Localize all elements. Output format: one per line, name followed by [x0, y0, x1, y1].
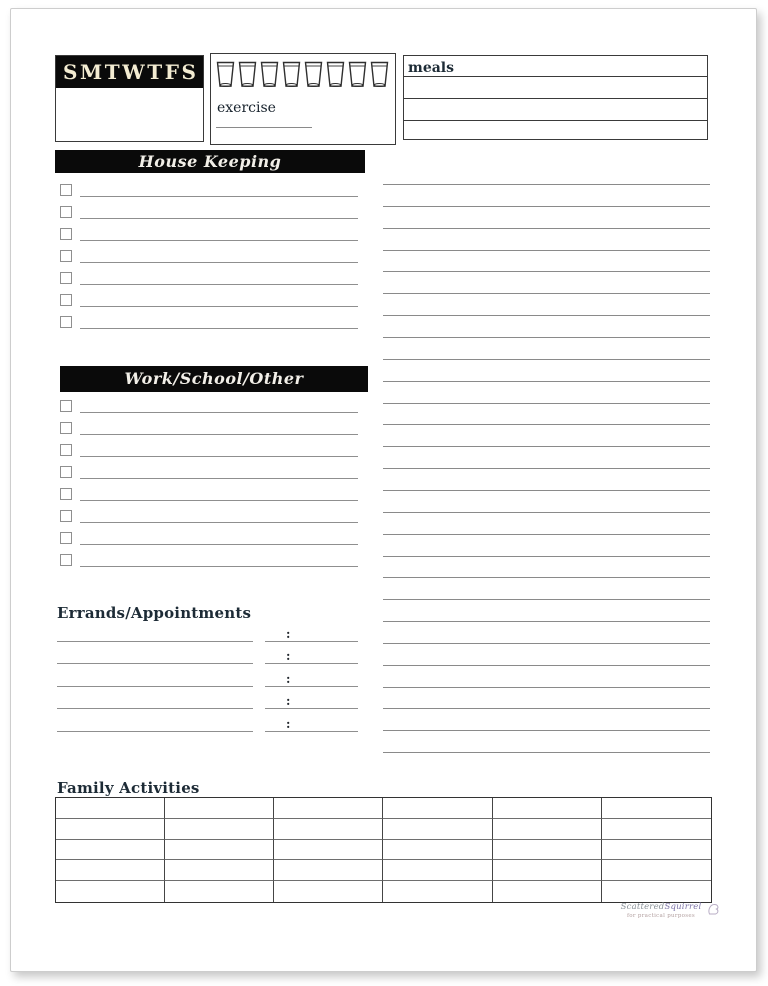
write-line	[80, 218, 358, 219]
work-school-other-title: Work/School/Other	[124, 369, 304, 388]
checkbox	[60, 272, 72, 284]
checkbox	[60, 554, 72, 566]
checklist-row	[55, 287, 358, 309]
logo-text	[616, 903, 706, 919]
family-table-cell	[493, 819, 602, 840]
water-glass-icon	[216, 61, 235, 88]
write-line	[80, 478, 358, 479]
note-line	[383, 490, 710, 491]
meals-label: meals	[408, 60, 454, 76]
housekeeping-title: House Keeping	[138, 151, 282, 171]
write-line	[80, 262, 358, 263]
water-glass-icon	[304, 61, 323, 88]
housekeeping-banner	[55, 150, 365, 173]
errand-time-line	[265, 708, 358, 709]
errand-time-line	[265, 641, 358, 642]
family-table-cell	[165, 860, 274, 881]
family-table-cell	[383, 881, 492, 902]
note-line	[383, 293, 710, 294]
water-glass-icon	[238, 61, 257, 88]
family-table-cell	[602, 881, 711, 902]
logo-name-part1: Scattered	[620, 902, 665, 912]
checkbox	[60, 294, 72, 306]
family-activities-table	[55, 797, 712, 903]
checklist-row	[55, 481, 358, 503]
time-colon: :	[286, 694, 291, 708]
errand-row	[57, 666, 358, 689]
week-tracker-box	[55, 55, 204, 142]
checklist-row	[55, 437, 358, 459]
water-glass-icon	[348, 61, 367, 88]
checkbox	[60, 444, 72, 456]
errands-appointments-title: Errands/Appointments	[57, 604, 252, 622]
work-school-other-checklist	[55, 393, 358, 569]
water-glass-icon	[326, 61, 345, 88]
errand-row	[57, 644, 358, 667]
note-line	[383, 228, 710, 229]
scattered-squirrel-logo	[616, 903, 720, 919]
logo-tagline: for practical purposes	[626, 912, 696, 919]
checklist-row	[55, 199, 358, 221]
note-line	[383, 424, 710, 425]
checklist-row	[55, 309, 358, 331]
note-line	[383, 403, 710, 404]
family-table-cell	[274, 819, 383, 840]
checklist-row	[55, 415, 358, 437]
family-table-cell	[165, 819, 274, 840]
family-table-cell	[56, 798, 165, 819]
write-line	[80, 566, 358, 567]
checkbox	[60, 400, 72, 412]
note-line	[383, 337, 710, 338]
housekeeping-checklist	[55, 177, 358, 331]
family-table-cell	[493, 881, 602, 902]
checklist-row	[55, 503, 358, 525]
checkbox	[60, 228, 72, 240]
exercise-label: exercise	[217, 100, 276, 116]
note-line	[383, 708, 710, 709]
meal-write-row	[404, 76, 707, 98]
note-line	[383, 599, 710, 600]
day-letter: T	[147, 60, 163, 84]
write-line	[80, 284, 358, 285]
water-exercise-box	[210, 53, 396, 145]
family-table-cell	[165, 840, 274, 861]
notes-lines-column	[383, 184, 710, 756]
note-line	[383, 752, 710, 753]
meal-write-row	[404, 98, 707, 120]
family-table-cell	[383, 860, 492, 881]
note-line	[383, 687, 710, 688]
logo-name	[616, 903, 706, 913]
family-table-cell	[383, 819, 492, 840]
checklist-row	[55, 393, 358, 415]
checklist-row	[55, 547, 358, 569]
week-days-header	[56, 56, 203, 88]
write-line	[80, 522, 358, 523]
day-letter: S	[63, 60, 78, 84]
day-letter: W	[122, 60, 145, 84]
note-line	[383, 359, 710, 360]
family-table-cell	[602, 840, 711, 861]
time-colon: :	[286, 716, 291, 731]
note-line	[383, 184, 710, 185]
write-line	[80, 196, 358, 197]
write-line	[80, 328, 358, 329]
checklist-row	[55, 221, 358, 243]
note-line	[383, 643, 710, 644]
family-table-cell	[602, 860, 711, 881]
family-table-cell	[274, 840, 383, 861]
logo-name-part2: Squirrel	[664, 902, 702, 912]
note-line	[383, 381, 710, 382]
checkbox	[60, 422, 72, 434]
family-table-cell	[56, 860, 165, 881]
family-table-cell	[383, 840, 492, 861]
water-glass-icon	[370, 61, 389, 88]
day-letter: T	[104, 60, 120, 84]
errand-time-line	[265, 686, 358, 687]
note-line	[383, 271, 710, 272]
time-colon: :	[286, 671, 291, 686]
checkbox	[60, 206, 72, 218]
time-colon: :	[286, 626, 291, 641]
write-line	[80, 240, 358, 241]
day-letter: F	[164, 60, 179, 84]
write-line	[80, 434, 358, 435]
family-activities-title: Family Activities	[57, 779, 200, 797]
family-table-cell	[165, 881, 274, 902]
write-line	[80, 412, 358, 413]
squirrel-icon	[707, 901, 720, 916]
checkbox	[60, 488, 72, 500]
note-line	[383, 534, 710, 535]
checklist-row	[55, 265, 358, 287]
errand-write-line	[57, 641, 253, 642]
family-table-cell	[56, 840, 165, 861]
errand-row	[57, 689, 358, 712]
errand-row	[57, 621, 358, 644]
family-table-cell	[56, 819, 165, 840]
meal-write-row	[404, 120, 707, 142]
checklist-row	[55, 459, 358, 481]
family-table-cell	[274, 798, 383, 819]
family-table-cell	[274, 881, 383, 902]
errands-appointments-list	[57, 621, 358, 734]
family-table-cell	[165, 798, 274, 819]
water-glass-icon	[282, 61, 301, 88]
family-table-cell	[602, 819, 711, 840]
meals-header-row	[404, 56, 707, 76]
family-table-cell	[56, 881, 165, 902]
errand-write-line	[57, 663, 253, 664]
family-table-cell	[274, 860, 383, 881]
note-line	[383, 556, 710, 557]
checklist-row	[55, 525, 358, 547]
family-table-cell	[383, 798, 492, 819]
errand-write-line	[57, 708, 253, 709]
write-line	[80, 544, 358, 545]
checklist-row	[55, 243, 358, 265]
checkbox	[60, 250, 72, 262]
day-letter: S	[181, 60, 196, 84]
note-line	[383, 315, 710, 316]
family-table-cell	[493, 840, 602, 861]
note-line	[383, 621, 710, 622]
family-table-cell	[493, 798, 602, 819]
errand-write-line	[57, 686, 253, 687]
note-line	[383, 250, 710, 251]
meals-box	[403, 55, 708, 140]
errand-row	[57, 711, 358, 734]
note-line	[383, 577, 710, 578]
errand-time-line	[265, 663, 358, 664]
write-line	[80, 500, 358, 501]
note-line	[383, 468, 710, 469]
note-line	[383, 206, 710, 207]
checkbox	[60, 184, 72, 196]
note-line	[383, 446, 710, 447]
exercise-write-line	[216, 127, 312, 128]
checkbox	[60, 510, 72, 522]
checkbox	[60, 316, 72, 328]
checkbox	[60, 532, 72, 544]
water-glass-icon	[260, 61, 279, 88]
checklist-row	[55, 177, 358, 199]
day-letter: M	[80, 60, 103, 84]
work-school-other-banner	[60, 366, 368, 392]
note-line	[383, 665, 710, 666]
water-glass-row	[216, 61, 389, 88]
note-line	[383, 512, 710, 513]
family-table-cell	[493, 860, 602, 881]
time-colon: :	[286, 649, 291, 663]
errand-time-line	[265, 731, 358, 732]
write-line	[80, 306, 358, 307]
family-table-cell	[602, 798, 711, 819]
note-line	[383, 730, 710, 731]
errand-write-line	[57, 731, 253, 732]
write-line	[80, 456, 358, 457]
checkbox	[60, 466, 72, 478]
